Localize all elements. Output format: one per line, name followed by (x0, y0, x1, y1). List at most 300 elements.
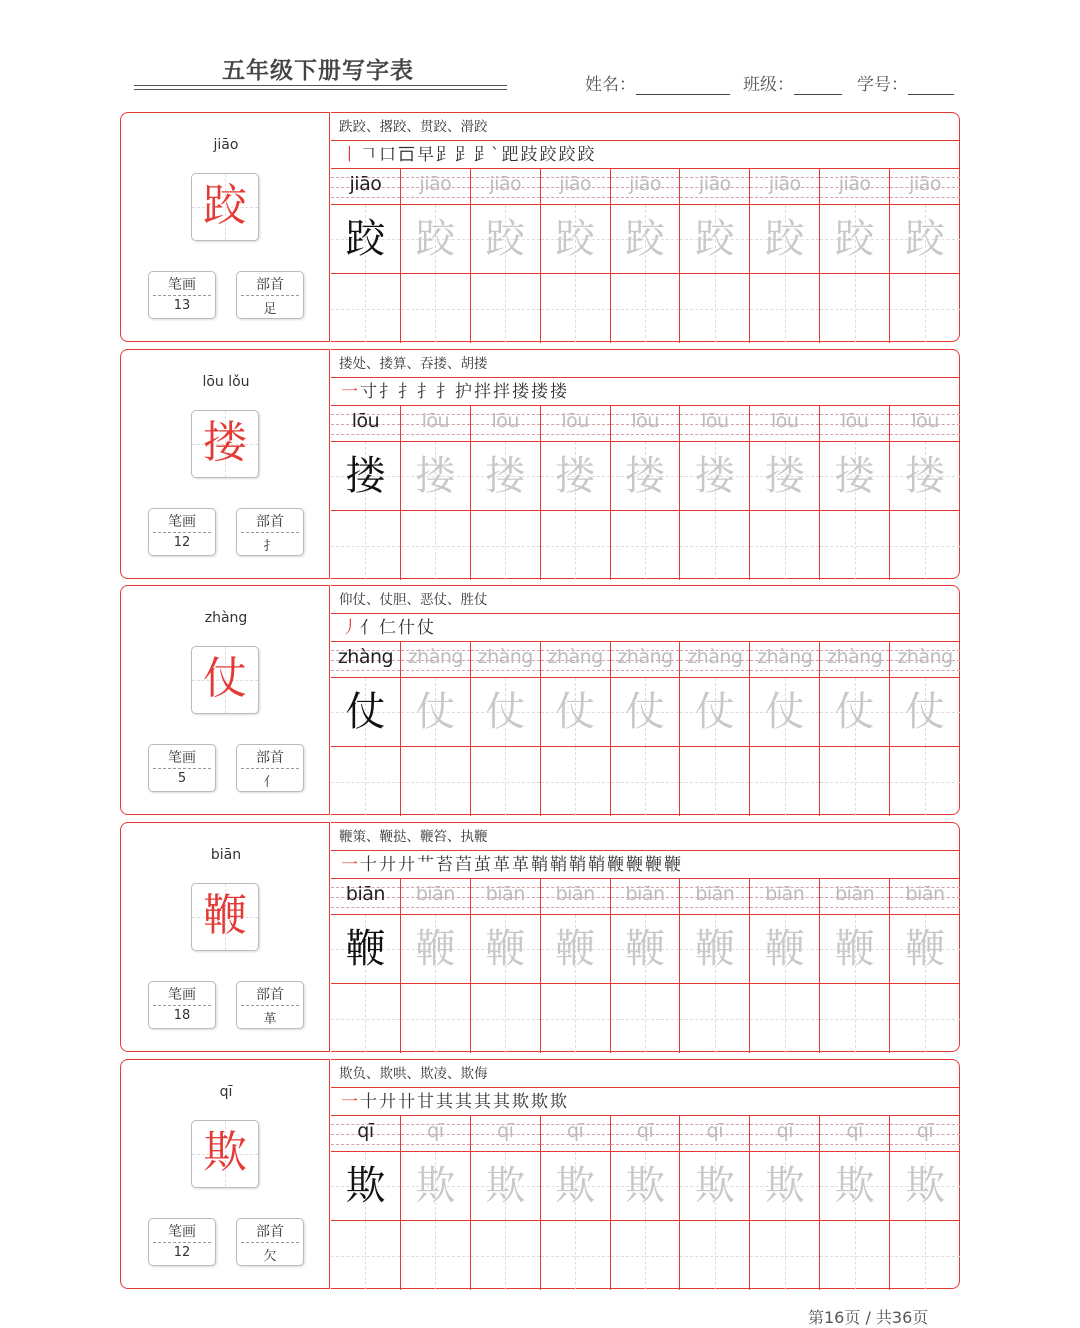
character-trace: 搂 (905, 453, 946, 499)
blank-writing-cell[interactable] (471, 274, 540, 343)
character-writing-cell[interactable] (820, 678, 889, 747)
pinyin-writing-cell[interactable] (820, 1116, 889, 1152)
stroke-step: 廾 (398, 855, 415, 875)
character-writing-cell[interactable] (541, 1152, 610, 1221)
stroke-step: 𧾷` (474, 145, 500, 165)
practice-grid (331, 406, 960, 580)
pinyin-writing-cell[interactable] (820, 406, 889, 442)
stroke-count-box (148, 1218, 216, 1266)
pinyin-writing-cell[interactable] (680, 1116, 749, 1152)
radical-box (236, 744, 304, 792)
blank-writing-cell[interactable] (890, 1221, 960, 1290)
student-id-blank[interactable] (908, 76, 954, 95)
stroke-step: 口 (379, 145, 396, 165)
blank-writing-cell[interactable] (820, 747, 889, 816)
stroke-step: 扌 (436, 382, 453, 402)
stroke-step: 𧾷 (436, 145, 453, 165)
blank-writing-cell[interactable] (680, 1221, 749, 1290)
character-trace: 仗 (834, 689, 875, 735)
practice-column (401, 1116, 471, 1290)
stroke-count-value: 12 (173, 535, 191, 550)
character-writing-cell[interactable] (890, 678, 960, 747)
stroke-order-row (331, 614, 959, 642)
blank-writing-cell[interactable] (890, 747, 960, 816)
character-trace: 跤 (764, 216, 805, 262)
stroke-step: 早 (417, 145, 434, 165)
blank-writing-cell[interactable] (750, 984, 819, 1053)
pinyin-writing-cell[interactable] (890, 879, 960, 915)
practice-column (820, 879, 890, 1053)
pinyin-writing-cell[interactable] (750, 1116, 819, 1152)
character-writing-cell[interactable] (750, 678, 819, 747)
character-writing-cell[interactable] (471, 915, 540, 984)
practice-column (541, 879, 611, 1053)
pinyin-trace: biān (835, 883, 875, 905)
character-info-panel (120, 822, 330, 1052)
character-writing-cell[interactable] (401, 915, 470, 984)
character-trace: 搂 (625, 453, 666, 499)
example-words: 仰仗、仗胆、恶仗、胜仗 (331, 586, 959, 614)
stroke-step: 欺 (531, 1092, 548, 1112)
featured-character: 欺 (203, 1127, 247, 1178)
practice-column (471, 1116, 541, 1290)
pinyin-writing-cell[interactable] (471, 406, 540, 442)
stroke-step: 𠮛 (398, 145, 415, 165)
practice-column (750, 879, 820, 1053)
stroke-step: 丨 (341, 145, 358, 165)
character-writing-cell[interactable] (611, 1152, 680, 1221)
character-writing-cell[interactable] (820, 1152, 889, 1221)
character-writing-cell[interactable] (890, 442, 960, 511)
practice-column (820, 1116, 890, 1290)
radical-box (236, 271, 304, 319)
practice-grid (331, 879, 960, 1053)
student-id-field[interactable] (857, 70, 954, 95)
stroke-step: 护 (455, 382, 472, 402)
character-trace: 仗 (905, 689, 946, 735)
character-writing-cell[interactable] (820, 915, 889, 984)
blank-writing-cell[interactable] (680, 511, 749, 580)
pinyin-writing-cell[interactable] (331, 169, 400, 205)
pinyin-writing-cell[interactable] (820, 642, 889, 678)
radical-box (236, 508, 304, 556)
character-writing-cell[interactable] (750, 205, 819, 274)
character-writing-cell[interactable] (331, 442, 400, 511)
character-writing-cell[interactable] (680, 1152, 749, 1221)
pinyin-writing-cell[interactable] (471, 879, 540, 915)
blank-writing-cell[interactable] (471, 747, 540, 816)
character-trace: 欺 (834, 1163, 875, 1209)
pinyin-model: lōu (351, 410, 380, 432)
stroke-count-label: 笔画 (168, 1224, 196, 1240)
practice-column (750, 642, 820, 816)
character-info-panel (120, 112, 330, 342)
practice-column (401, 642, 471, 816)
pinyin-trace: zhàng (897, 646, 953, 668)
pinyin-model: biān (345, 883, 385, 905)
pinyin-writing-cell[interactable] (820, 879, 889, 915)
character-writing-cell[interactable] (750, 1152, 819, 1221)
blank-writing-cell[interactable] (541, 274, 610, 343)
character-display-box (191, 883, 259, 951)
blank-writing-cell[interactable] (331, 984, 400, 1053)
stroke-step: 扌 (398, 382, 415, 402)
stroke-step: 十 (360, 855, 377, 875)
stroke-step: 卄 (398, 1092, 415, 1112)
blank-writing-cell[interactable] (471, 984, 540, 1053)
practice-column (611, 1116, 681, 1290)
character-writing-cell[interactable] (680, 442, 749, 511)
radical-label: 部首 (256, 750, 284, 766)
stroke-count-box (148, 271, 216, 319)
pinyin-trace: lōu (491, 410, 519, 432)
pinyin-writing-cell[interactable] (890, 642, 960, 678)
blank-writing-cell[interactable] (611, 747, 680, 816)
character-pinyin: biān (210, 847, 242, 863)
pinyin-writing-cell[interactable] (611, 642, 680, 678)
featured-character: 搂 (203, 417, 247, 468)
blank-writing-cell[interactable] (750, 1221, 819, 1290)
class-label: 班级： (743, 75, 794, 95)
character-writing-cell[interactable] (680, 205, 749, 274)
character-writing-cell[interactable] (611, 678, 680, 747)
name-field[interactable] (585, 70, 730, 95)
character-writing-cell[interactable] (750, 915, 819, 984)
character-writing-cell[interactable] (401, 442, 470, 511)
pinyin-writing-cell[interactable] (750, 406, 819, 442)
pinyin-writing-cell[interactable] (680, 879, 749, 915)
radical-value: 足 (263, 302, 277, 317)
pinyin-writing-cell[interactable] (541, 406, 610, 442)
blank-writing-cell[interactable] (331, 747, 400, 816)
blank-writing-cell[interactable] (401, 274, 470, 343)
character-writing-cell[interactable] (541, 915, 610, 984)
practice-column (680, 406, 750, 580)
character-writing-cell[interactable] (611, 205, 680, 274)
pinyin-writing-cell[interactable] (331, 642, 400, 678)
pinyin-trace: zhàng (617, 646, 673, 668)
character-writing-cell[interactable] (820, 442, 889, 511)
character-trace: 仗 (485, 689, 526, 735)
pinyin-writing-cell[interactable] (611, 1116, 680, 1152)
stroke-step: 搂 (512, 382, 529, 402)
blank-writing-cell[interactable] (611, 274, 680, 343)
practice-column (750, 406, 820, 580)
practice-column (471, 879, 541, 1053)
blank-writing-cell[interactable] (401, 1221, 470, 1290)
pinyin-writing-cell[interactable] (611, 406, 680, 442)
character-writing-cell[interactable] (541, 678, 610, 747)
pinyin-trace: jiāo (489, 173, 522, 195)
stroke-step: 茧 (474, 855, 491, 875)
character-trace: 欺 (764, 1163, 805, 1209)
blank-writing-cell[interactable] (471, 511, 540, 580)
stroke-step: 十 (360, 1092, 377, 1112)
blank-writing-cell[interactable] (331, 511, 400, 580)
character-writing-cell[interactable] (471, 1152, 540, 1221)
character-writing-cell[interactable] (680, 678, 749, 747)
radical-label: 部首 (256, 277, 284, 293)
pinyin-writing-cell[interactable] (471, 642, 540, 678)
practice-column (541, 406, 611, 580)
stroke-step: 跤 (577, 145, 595, 165)
character-trace: 鞭 (905, 926, 946, 972)
blank-writing-cell[interactable] (680, 984, 749, 1053)
practice-column (750, 1116, 820, 1290)
blank-writing-cell[interactable] (820, 984, 889, 1053)
blank-writing-cell[interactable] (750, 274, 819, 343)
pinyin-writing-cell[interactable] (890, 169, 960, 205)
pinyin-trace: jiāo (629, 173, 661, 195)
blank-writing-cell[interactable] (401, 747, 470, 816)
character-writing-cell[interactable] (611, 915, 680, 984)
pinyin-writing-cell[interactable] (471, 169, 540, 205)
pinyin-writing-cell[interactable] (890, 1116, 960, 1152)
blank-writing-cell[interactable] (890, 274, 960, 343)
character-trace: 欺 (485, 1163, 526, 1209)
pinyin-writing-cell[interactable] (401, 1116, 470, 1152)
stroke-step: 拌 (493, 382, 510, 402)
pinyin-writing-cell[interactable] (541, 879, 610, 915)
stroke-step: 鞘 (531, 855, 548, 875)
practice-column (680, 642, 750, 816)
blank-writing-cell[interactable] (541, 747, 610, 816)
character-writing-cell[interactable] (890, 915, 960, 984)
pinyin-writing-cell[interactable] (401, 642, 470, 678)
pinyin-writing-cell[interactable] (331, 406, 400, 442)
blank-writing-cell[interactable] (471, 1221, 540, 1290)
stroke-step: 仁 (379, 618, 396, 638)
blank-writing-cell[interactable] (611, 984, 680, 1053)
example-words: 鞭策、鞭挞、鞭笞、执鞭 (331, 823, 959, 851)
character-trace: 搂 (764, 453, 805, 499)
blank-writing-cell[interactable] (680, 747, 749, 816)
pinyin-writing-cell[interactable] (541, 169, 610, 205)
pinyin-writing-cell[interactable] (750, 169, 819, 205)
blank-writing-cell[interactable] (611, 511, 680, 580)
stroke-step: 一 (341, 1092, 358, 1112)
pinyin-trace: qī (706, 1120, 723, 1142)
character-writing-cell[interactable] (471, 678, 540, 747)
character-model: 仗 (345, 689, 386, 735)
stroke-step: 寸 (360, 382, 377, 402)
character-pinyin: lōu lǒu (202, 374, 250, 390)
character-trace: 仗 (415, 689, 456, 735)
character-writing-cell[interactable] (890, 1152, 960, 1221)
featured-character: 鞭 (203, 890, 247, 941)
radical-box (236, 981, 304, 1029)
pinyin-writing-cell[interactable] (541, 1116, 610, 1152)
character-trace: 鞭 (834, 926, 875, 972)
stroke-count-label: 笔画 (168, 277, 196, 293)
stroke-step: 廾 (379, 1092, 396, 1112)
character-writing-cell[interactable] (331, 205, 400, 274)
name-label: 姓名： (585, 75, 636, 95)
class-blank[interactable] (794, 76, 842, 95)
character-trace: 跤 (905, 216, 946, 262)
character-card (120, 349, 960, 579)
blank-writing-cell[interactable] (750, 747, 819, 816)
stroke-step: 𠃍 (360, 145, 377, 165)
blank-writing-cell[interactable] (541, 511, 610, 580)
pinyin-writing-cell[interactable] (680, 642, 749, 678)
pinyin-trace: biān (415, 883, 455, 905)
character-trace: 仗 (625, 689, 666, 735)
practice-grid (331, 1116, 960, 1290)
pinyin-writing-cell[interactable] (331, 879, 400, 915)
pinyin-writing-cell[interactable] (890, 406, 960, 442)
character-writing-cell[interactable] (541, 205, 610, 274)
blank-writing-cell[interactable] (331, 274, 400, 343)
character-info-panel (120, 585, 330, 815)
practice-column (471, 169, 541, 343)
pinyin-writing-cell[interactable] (750, 642, 819, 678)
character-writing-cell[interactable] (471, 442, 540, 511)
character-trace: 跤 (485, 216, 526, 262)
stroke-step: 鞭 (607, 855, 624, 875)
pinyin-trace: zhàng (827, 646, 883, 668)
stroke-step: 鞘 (588, 855, 605, 875)
pinyin-model: qī (357, 1120, 374, 1142)
pinyin-writing-cell[interactable] (401, 169, 470, 205)
character-writing-cell[interactable] (541, 442, 610, 511)
stroke-step: 鞭 (626, 855, 643, 875)
stroke-count-box (148, 981, 216, 1029)
pinyin-trace: jiāo (698, 173, 731, 195)
character-trace: 鞭 (694, 926, 735, 972)
character-writing-cell[interactable] (680, 915, 749, 984)
character-model: 鞭 (345, 926, 386, 972)
character-pinyin: jiāo (213, 137, 239, 153)
character-writing-cell[interactable] (750, 442, 819, 511)
pinyin-trace: jiāo (838, 173, 871, 195)
blank-writing-cell[interactable] (401, 511, 470, 580)
blank-writing-cell[interactable] (890, 511, 960, 580)
pinyin-writing-cell[interactable] (750, 879, 819, 915)
character-writing-cell[interactable] (611, 442, 680, 511)
pinyin-trace: lōu (561, 410, 589, 432)
blank-writing-cell[interactable] (820, 1221, 889, 1290)
stroke-step: 一 (341, 382, 358, 402)
character-trace: 欺 (694, 1163, 735, 1209)
pinyin-trace: biān (695, 883, 735, 905)
name-blank[interactable] (636, 76, 730, 95)
character-trace: 仗 (555, 689, 596, 735)
practice-column (331, 1116, 401, 1290)
character-writing-cell[interactable] (890, 205, 960, 274)
radical-label: 部首 (256, 514, 284, 530)
blank-writing-cell[interactable] (541, 1221, 610, 1290)
practice-column (890, 642, 960, 816)
character-writing-cell[interactable] (401, 678, 470, 747)
stroke-step: 鞘 (569, 855, 586, 875)
stroke-step: 廾 (379, 855, 396, 875)
pinyin-trace: lōu (771, 410, 799, 432)
stroke-step: 其 (493, 1092, 510, 1112)
pinyin-writing-cell[interactable] (611, 879, 680, 915)
practice-column (331, 169, 401, 343)
character-display-box (191, 1120, 259, 1188)
pinyin-trace: biān (765, 883, 805, 905)
practice-column (331, 406, 401, 580)
character-writing-cell[interactable] (401, 1152, 470, 1221)
pinyin-trace: qī (566, 1120, 584, 1142)
stroke-count-label: 笔画 (168, 514, 196, 530)
stroke-step: 苩 (455, 855, 472, 875)
practice-column (401, 406, 471, 580)
pinyin-trace: biān (625, 883, 665, 905)
stroke-step: 革 (512, 855, 529, 875)
pinyin-trace: zhàng (547, 646, 603, 668)
stroke-step: 欺 (512, 1092, 529, 1112)
blank-writing-cell[interactable] (750, 511, 819, 580)
stroke-count-box (148, 744, 216, 792)
stroke-step: 鞭 (664, 855, 681, 875)
pinyin-writing-cell[interactable] (401, 879, 470, 915)
character-writing-cell[interactable] (331, 1152, 400, 1221)
practice-column (820, 642, 890, 816)
stroke-step: 甘 (417, 1092, 434, 1112)
pinyin-writing-cell[interactable] (680, 406, 749, 442)
pinyin-trace: zhàng (757, 646, 813, 668)
pinyin-writing-cell[interactable] (541, 642, 610, 678)
character-writing-cell[interactable] (820, 205, 889, 274)
character-writing-cell[interactable] (471, 205, 540, 274)
blank-writing-cell[interactable] (401, 984, 470, 1053)
character-trace: 鞭 (555, 926, 596, 972)
pinyin-writing-cell[interactable] (611, 169, 680, 205)
pinyin-writing-cell[interactable] (471, 1116, 540, 1152)
character-info-panel (120, 1059, 330, 1289)
featured-character: 仗 (203, 653, 247, 704)
stroke-step: 鞭 (645, 855, 662, 875)
pinyin-writing-cell[interactable] (331, 1116, 400, 1152)
class-field[interactable] (743, 70, 842, 95)
character-trace: 跤 (415, 216, 456, 262)
practice-column (331, 642, 401, 816)
character-writing-cell[interactable] (331, 915, 400, 984)
stroke-step: 艹 (417, 855, 434, 875)
stroke-step: 欺 (550, 1092, 567, 1112)
pinyin-trace: lōu (911, 410, 939, 432)
pinyin-trace: biān (555, 883, 595, 905)
character-writing-cell[interactable] (331, 678, 400, 747)
pinyin-writing-cell[interactable] (401, 406, 470, 442)
stroke-count-value: 5 (177, 771, 187, 786)
character-display-box (191, 410, 259, 478)
practice-panel (331, 112, 960, 342)
radical-box (236, 1218, 304, 1266)
blank-writing-cell[interactable] (890, 984, 960, 1053)
blank-writing-cell[interactable] (820, 274, 889, 343)
blank-writing-cell[interactable] (541, 984, 610, 1053)
blank-writing-cell[interactable] (611, 1221, 680, 1290)
character-trace: 搂 (555, 453, 596, 499)
blank-writing-cell[interactable] (680, 274, 749, 343)
stroke-step: 拌 (474, 382, 491, 402)
character-writing-cell[interactable] (401, 205, 470, 274)
character-trace: 跤 (694, 216, 735, 262)
pinyin-trace: lōu (840, 410, 869, 432)
pinyin-trace: biān (485, 883, 525, 905)
pinyin-trace: jiāo (768, 173, 801, 195)
blank-writing-cell[interactable] (331, 1221, 400, 1290)
pinyin-writing-cell[interactable] (680, 169, 749, 205)
character-model: 搂 (345, 453, 386, 499)
stroke-step: 跂 (520, 145, 538, 165)
blank-writing-cell[interactable] (820, 511, 889, 580)
pinyin-writing-cell[interactable] (820, 169, 889, 205)
